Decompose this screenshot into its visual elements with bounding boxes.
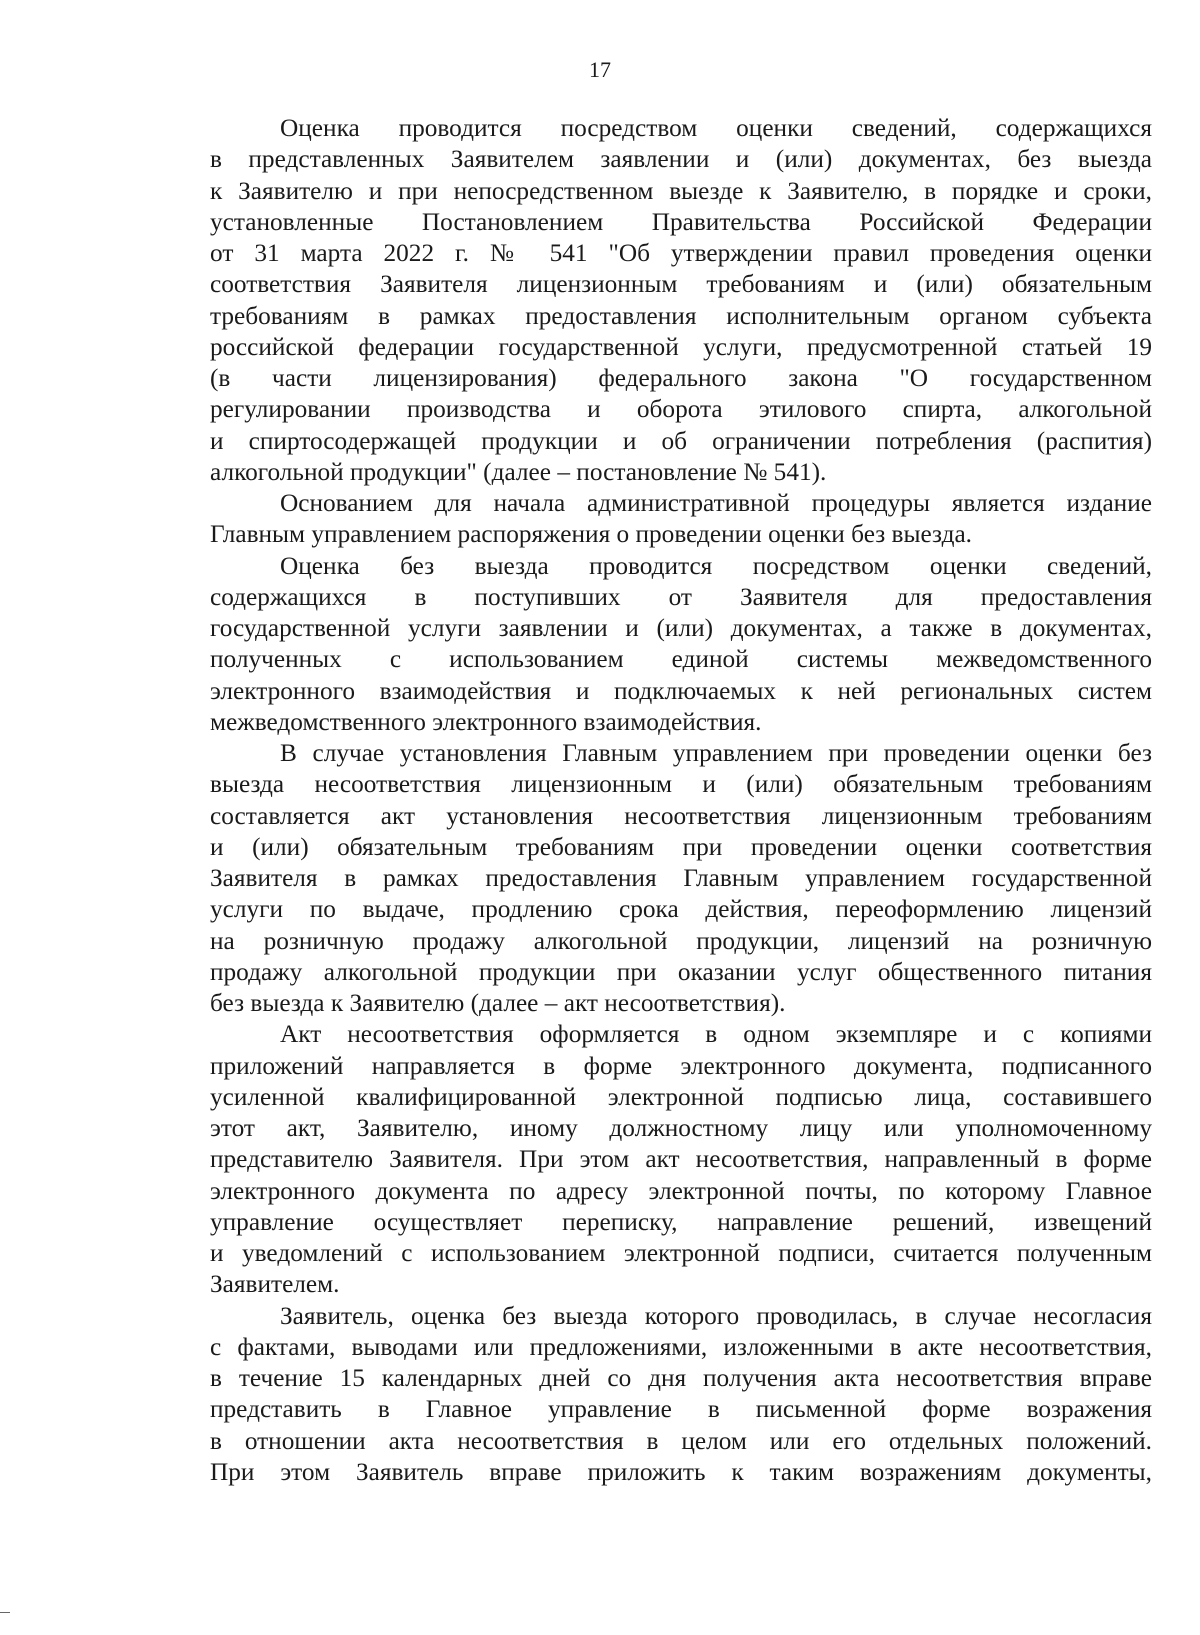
text-line: полученных с использованием единой системы межведомственного bbox=[210, 645, 1152, 674]
text-line: в течение 15 календарных дней со дня получения акта несоответствия вправе bbox=[210, 1364, 1152, 1392]
text-line: В случае установления Главным управлением при проведении оценки без bbox=[280, 739, 1152, 767]
text-line: без выезда к Заявителю (далее – акт несоответствия). bbox=[210, 989, 786, 1017]
text-line: и уведомлений с использованием электронной подписи, считается полученным bbox=[210, 1239, 1152, 1267]
text-line: в отношении акта несоответствия в целом или его отдельных положений. bbox=[210, 1426, 1152, 1455]
text-line: алкогольной продукции" (далее – постановление № 541). bbox=[210, 457, 827, 486]
text-line: управление осуществляет переписку, направление решений, извещений bbox=[210, 1207, 1152, 1236]
text-line: электронного взаимодействия и подключаемых к ней региональных систем bbox=[210, 676, 1152, 705]
text-line: электронного документа по адресу электронной почты, по которому Главное bbox=[210, 1176, 1152, 1205]
text-line: продажу алкогольной продукции при оказании услуг общественного питания bbox=[210, 957, 1152, 986]
text-line: с фактами, выводами или предложениями, изложенными в акте несоответствия, bbox=[210, 1332, 1152, 1361]
text-line: Акт несоответствия оформляется в одном экземпляре и с копиями bbox=[280, 1020, 1152, 1049]
text-line: выезда несоответствия лицензионным и (или) обязательным требованиям bbox=[210, 770, 1152, 799]
text-line: При этом Заявитель вправе приложить к таким возражениям документы, bbox=[210, 1457, 1152, 1486]
paragraph bbox=[210, 488, 1152, 551]
text-line: и спиртосодержащей продукции и об ограничении потребления (распития) bbox=[210, 426, 1152, 455]
text-line: содержащихся в поступивших от Заявителя для предоставления bbox=[210, 582, 1152, 611]
text-line: и (или) обязательным требованиям при проведении оценки соответствия bbox=[210, 832, 1152, 861]
text-line: Заявителем. bbox=[210, 1270, 340, 1299]
text-line: на розничную продажу алкогольной продукции, лицензий на розничную bbox=[210, 926, 1152, 955]
document-body bbox=[210, 113, 1152, 1488]
text-line: требованиям в рамках предоставления исполнительным органом субъекта bbox=[210, 301, 1152, 330]
text-line: (в части лицензирования) федерального закона "О государственном bbox=[210, 364, 1152, 392]
text-line: услуги по выдаче, продлению срока действия, переоформлению лицензий bbox=[210, 895, 1152, 924]
text-line: Оценка без выезда проводится посредством оценки сведений, bbox=[280, 551, 1152, 580]
text-line: российской федерации государственной услуги, предусмотренной статьей 19 bbox=[210, 332, 1152, 361]
text-line: государственной услуги заявлении и (или) документах, а также в документах, bbox=[210, 614, 1152, 642]
text-line: к Заявителю и при непосредственном выезде к Заявителю, в порядке и сроки, bbox=[210, 176, 1152, 205]
text-line: Основанием для начала административной процедуры является издание bbox=[280, 489, 1152, 517]
paragraph bbox=[210, 1301, 1152, 1489]
paragraph bbox=[210, 113, 1152, 488]
paragraph bbox=[210, 738, 1152, 1019]
text-line: установленные Постановлением Правительства Российской Федерации bbox=[210, 207, 1152, 236]
text-line: соответствия Заявителя лицензионным требованиям и (или) обязательным bbox=[210, 270, 1152, 299]
paragraph bbox=[210, 1019, 1152, 1300]
text-line: усиленной квалифицированной электронной подписью лица, составившего bbox=[210, 1082, 1152, 1111]
page-number: 17 bbox=[589, 57, 611, 82]
text-line: составляется акт установления несоответствия лицензионным требованиям bbox=[210, 801, 1152, 830]
text-line: приложений направляется в форме электронного документа, подписанного bbox=[210, 1051, 1152, 1080]
text-line: представить в Главное управление в письменной форме возражения bbox=[210, 1395, 1152, 1424]
scan-edge-mark bbox=[0, 1612, 10, 1613]
text-line: Заявителя в рамках предоставления Главным управлением государственной bbox=[210, 864, 1152, 892]
text-line: межведомственного электронного взаимодействия. bbox=[210, 707, 762, 736]
text-line: Главным управлением распоряжения о проведении оценки без выезда. bbox=[210, 520, 972, 549]
text-line: Заявитель, оценка без выезда которого проводилась, в случае несогласия bbox=[280, 1301, 1152, 1330]
text-line: от 31 марта 2022 г. № 541 "Об утверждении правил проведения оценки bbox=[210, 239, 1152, 267]
text-line: в представленных Заявителем заявлении и (или) документах, без выезда bbox=[210, 145, 1152, 174]
text-line: этот акт, Заявителю, иному должностному лицу или уполномоченному bbox=[210, 1114, 1152, 1142]
paragraph bbox=[210, 551, 1152, 739]
text-line: представителю Заявителя. При этом акт несоответствия, направленный в форме bbox=[210, 1145, 1152, 1174]
text-line: Оценка проводится посредством оценки сведений, содержащихся bbox=[280, 114, 1152, 142]
text-line: регулировании производства и оборота этилового спирта, алкогольной bbox=[210, 395, 1152, 424]
